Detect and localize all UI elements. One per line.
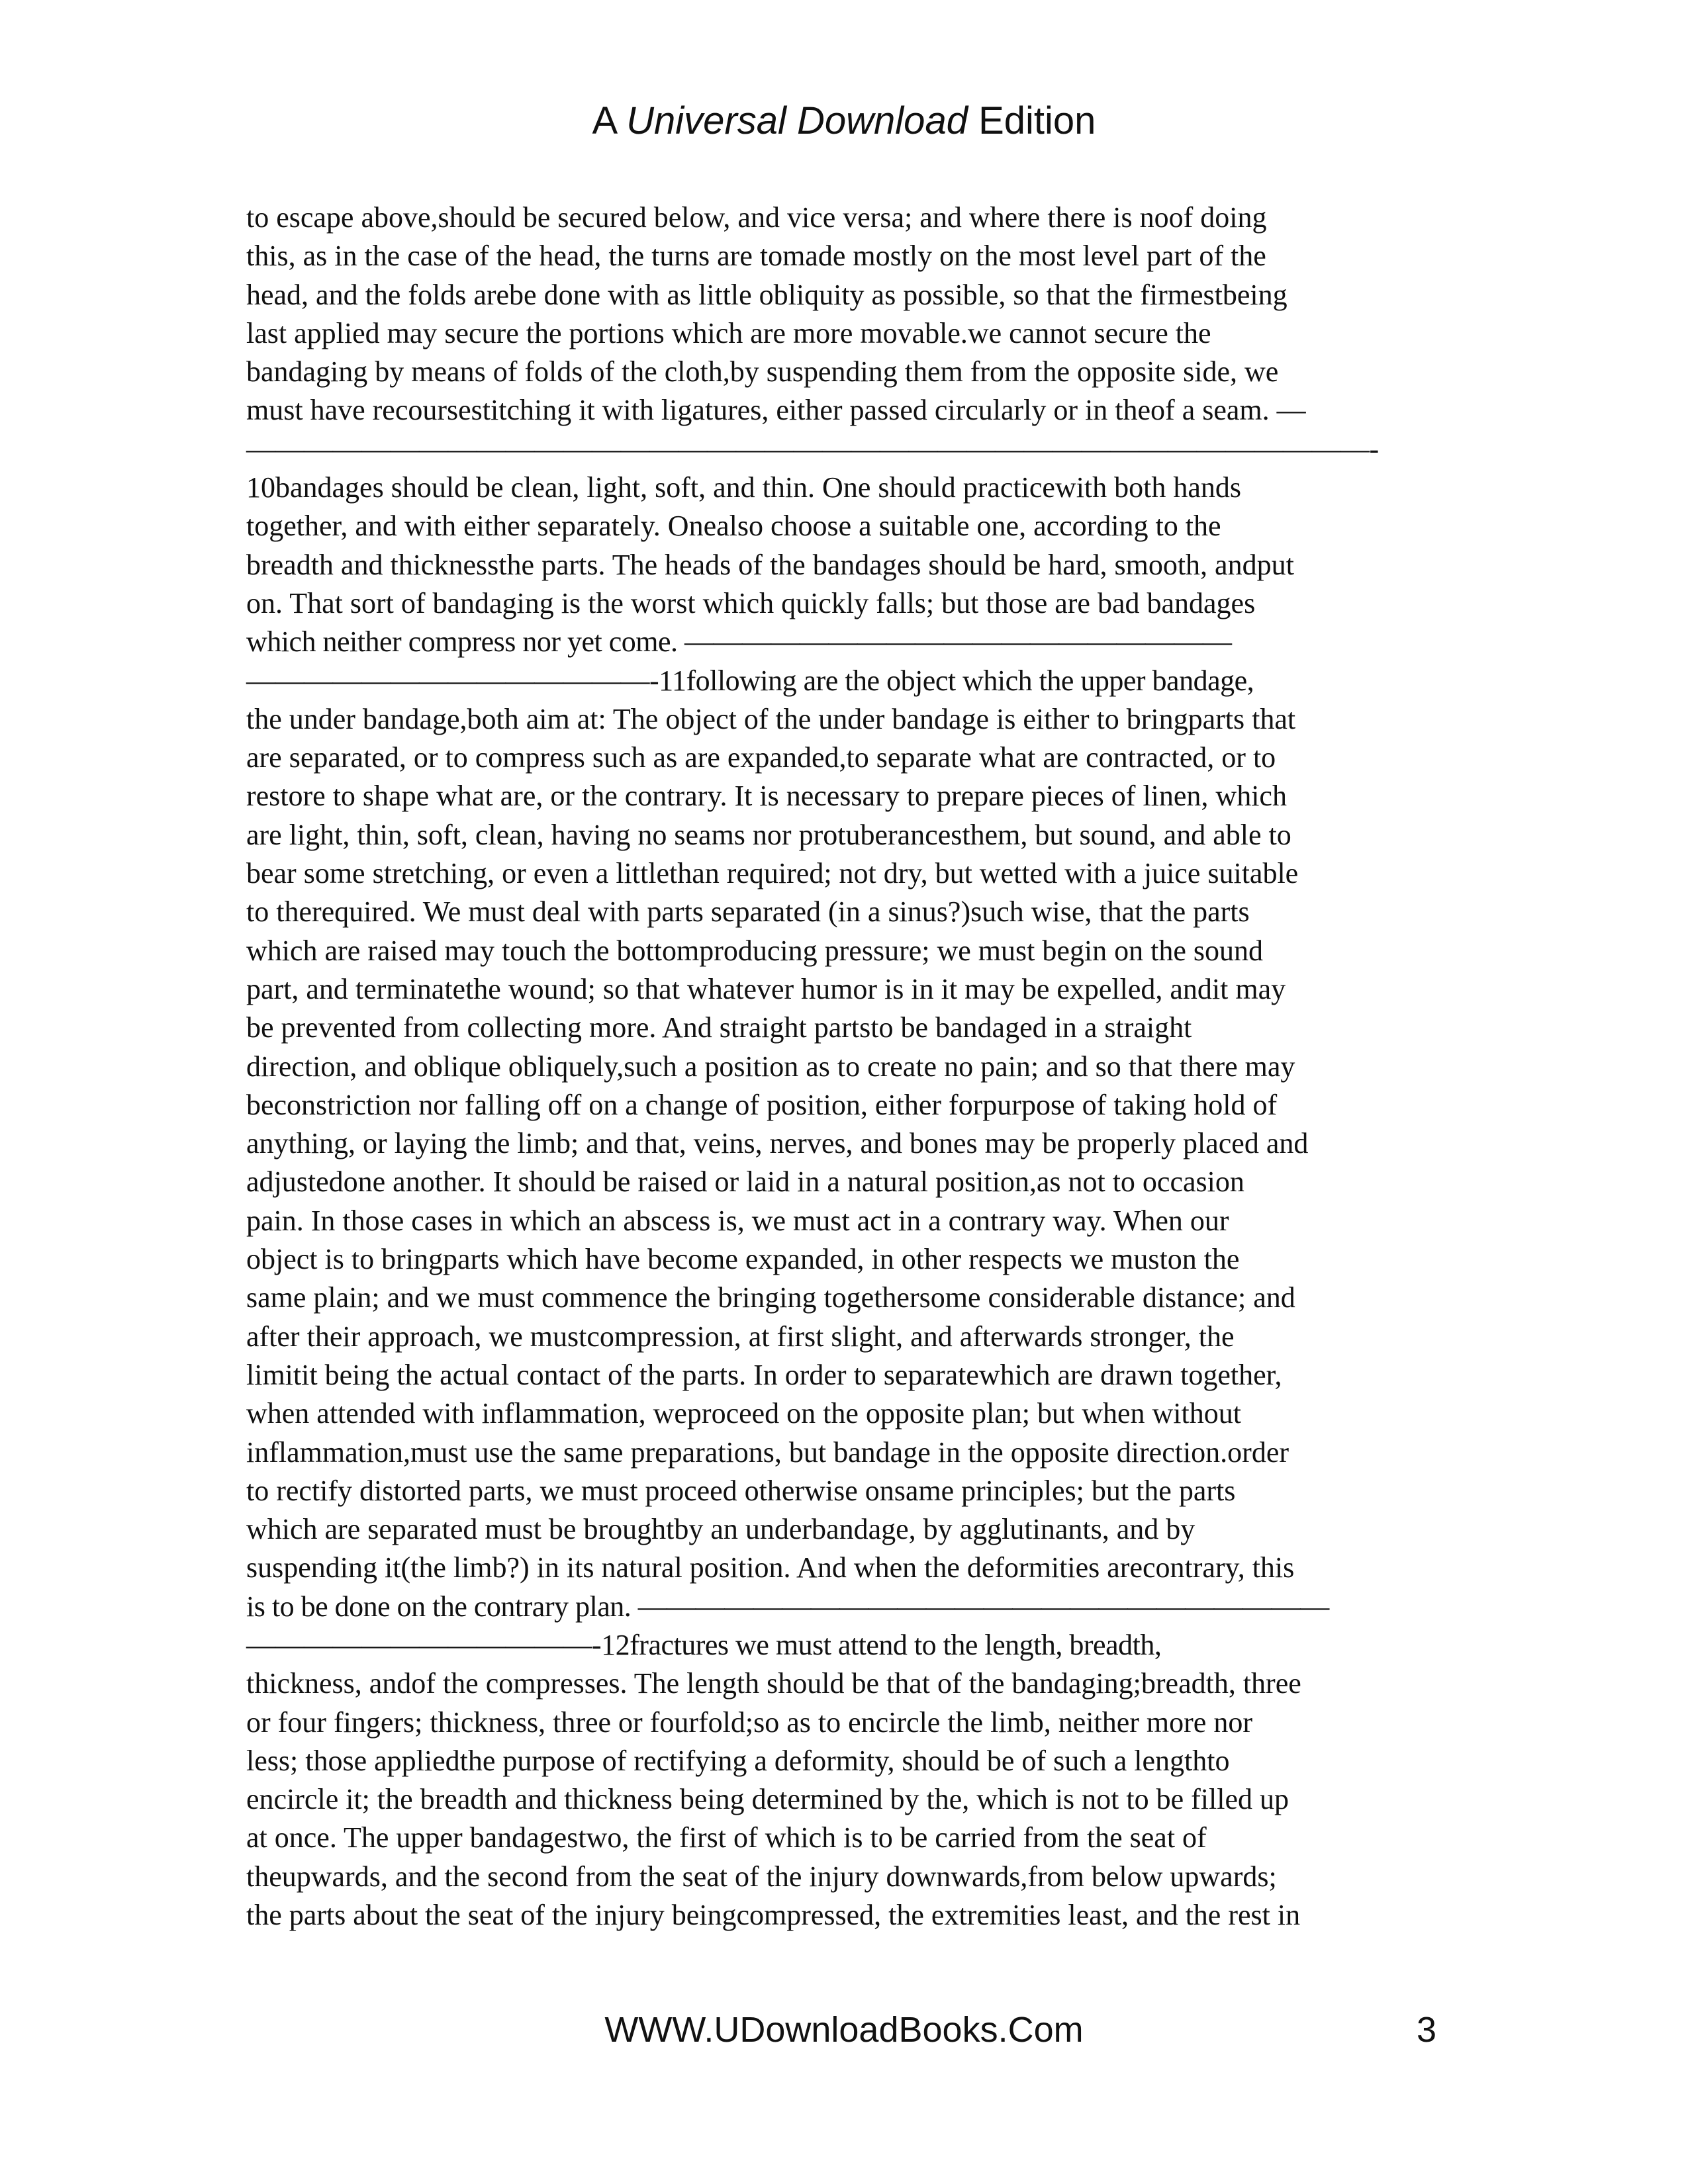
text-line: which are raised may touch the bottomproducing pressure; we must begin on the sound	[246, 934, 1263, 967]
text-line: same plain; and we must commence the bringing togethersome considerable distance; and	[246, 1281, 1295, 1314]
footer-url: WWW.UDownloadBooks.Com	[604, 2010, 1084, 2050]
text-line: must have recoursestitching it with ligatures, either passed circularly or in theof a seam. —	[246, 394, 1306, 427]
text-line: or four fingers; thickness, three or fourfold;so as to encircle the limb, neither more nor	[246, 1706, 1252, 1739]
text-line: theupwards, and the second from the seat of the injury downwards,from below upwards;	[246, 1860, 1277, 1893]
text-line: ————————————-12fractures we must attend to the length, breadth,	[246, 1628, 1162, 1661]
text-line: suspending it(the limb?) in its natural position. And when the deformities arecontrary, this	[246, 1551, 1295, 1584]
text-line: bandaging by means of folds of the cloth,by suspending them from the opposite side, we	[246, 355, 1279, 388]
text-line: beconstriction nor falling off on a change of position, either forpurpose of taking hold of	[246, 1088, 1278, 1121]
text-line: part, and terminatethe wound; so that whatever humor is in it may be expelled, andit may	[246, 972, 1286, 1005]
text-line: ——————————————-11following are the object which the upper bandage,	[246, 664, 1254, 697]
text-line: the under bandage,both aim at: The object of the under bandage is either to bringparts that	[246, 702, 1296, 735]
text-line: object is to bringparts which have become expanded, in other respects we muston the	[246, 1243, 1240, 1276]
text-line: last applied may secure the portions which are more movable.we cannot secure the	[246, 316, 1211, 349]
text-line: less; those appliedthe purpose of rectifying a deformity, should be of such a lengthto	[246, 1744, 1230, 1777]
text-line: limitit being the actual contact of the parts. In order to separatewhich are drawn together,	[246, 1358, 1282, 1391]
text-line: which are separated must be broughtby an underbandage, by agglutinants, and by	[246, 1513, 1196, 1546]
text-line: pain. In those cases in which an abscess is, we must act in a contrary way. When our	[246, 1204, 1229, 1237]
text-line: at once. The upper bandagestwo, the first of which is to be carried from the seat of	[246, 1821, 1207, 1854]
text-line: anything, or laying the limb; and that, veins, nerves, and bones may be properly placed and	[246, 1127, 1309, 1160]
text-line: adjustedone another. It should be raised or laid in a natural position,as not to occasion	[246, 1165, 1244, 1199]
text-line: this, as in the case of the head, the turns are tomade mostly on the most level part of the	[246, 240, 1266, 273]
text-line: breadth and thicknessthe parts. The heads of the bandages should be hard, smooth, andput	[246, 548, 1294, 581]
text-line: head, and the folds arebe done with as little obliquity as possible, so that the firmestbeing	[246, 278, 1288, 311]
header-prefix: A	[592, 99, 627, 142]
text-line: are light, thin, soft, clean, having no seams nor protuberancesthem, but sound, and able to	[246, 818, 1291, 851]
text-line: on. That sort of bandaging is the worst which quickly falls; but those are bad bandages	[246, 586, 1256, 619]
text-line: to therequired. We must deal with parts separated (in a sinus?)such wise, that the parts	[246, 895, 1250, 929]
text-line: to rectify distorted parts, we must proceed otherwise onsame principles; but the parts	[246, 1474, 1236, 1507]
header-italic-title: Universal Download	[626, 99, 968, 142]
body-text	[246, 199, 1431, 1934]
text-line: when attended with inflammation, weproceed on the opposite plan; but when without	[246, 1397, 1241, 1430]
text-line: which neither compress nor yet come. ———————————————————	[246, 625, 1232, 659]
text-line: is to be done on the contrary plan. ————————————————————————	[246, 1590, 1329, 1623]
text-line: 10bandages should be clean, light, soft, and thin. One should practicewith both hands	[246, 471, 1242, 504]
text-line: direction, and oblique obliquely,such a position as to create no pain; and so that there may	[246, 1050, 1295, 1083]
text-line: restore to shape what are, or the contrary. It is necessary to prepare pieces of linen, which	[246, 780, 1287, 813]
text-line: be prevented from collecting more. And straight partsto be bandaged in a straight	[246, 1011, 1192, 1044]
page-number: 3	[1416, 2010, 1436, 2050]
text-line: to escape above,should be secured below, and vice versa; and where there is noof doing	[246, 201, 1267, 234]
header-suffix: Edition	[967, 99, 1096, 142]
text-line: bear some stretching, or even a littlethan required; not dry, but wetted with a juice suitable	[246, 857, 1299, 890]
text-line: the parts about the seat of the injury beingcompressed, the extremities least, and the rest in	[246, 1899, 1301, 1932]
text-line: thickness, andof the compresses. The length should be that of the bandaging;breadth, three	[246, 1667, 1301, 1700]
text-line: together, and with either separately. Onealso choose a suitable one, according to the	[246, 510, 1221, 543]
page-header	[0, 98, 1688, 144]
separator-line: ———————————————————————————————————————-	[246, 432, 1379, 465]
text-line: inflammation,must use the same preparations, but bandage in the opposite direction.order	[246, 1435, 1289, 1469]
text-line: are separated, or to compress such as are expanded,to separate what are contracted, or to	[246, 741, 1276, 774]
text-line: encircle it; the breadth and thickness being determined by the, which is not to be filled up	[246, 1783, 1289, 1816]
text-line: after their approach, we mustcompression, at first slight, and afterwards stronger, the	[246, 1320, 1235, 1353]
